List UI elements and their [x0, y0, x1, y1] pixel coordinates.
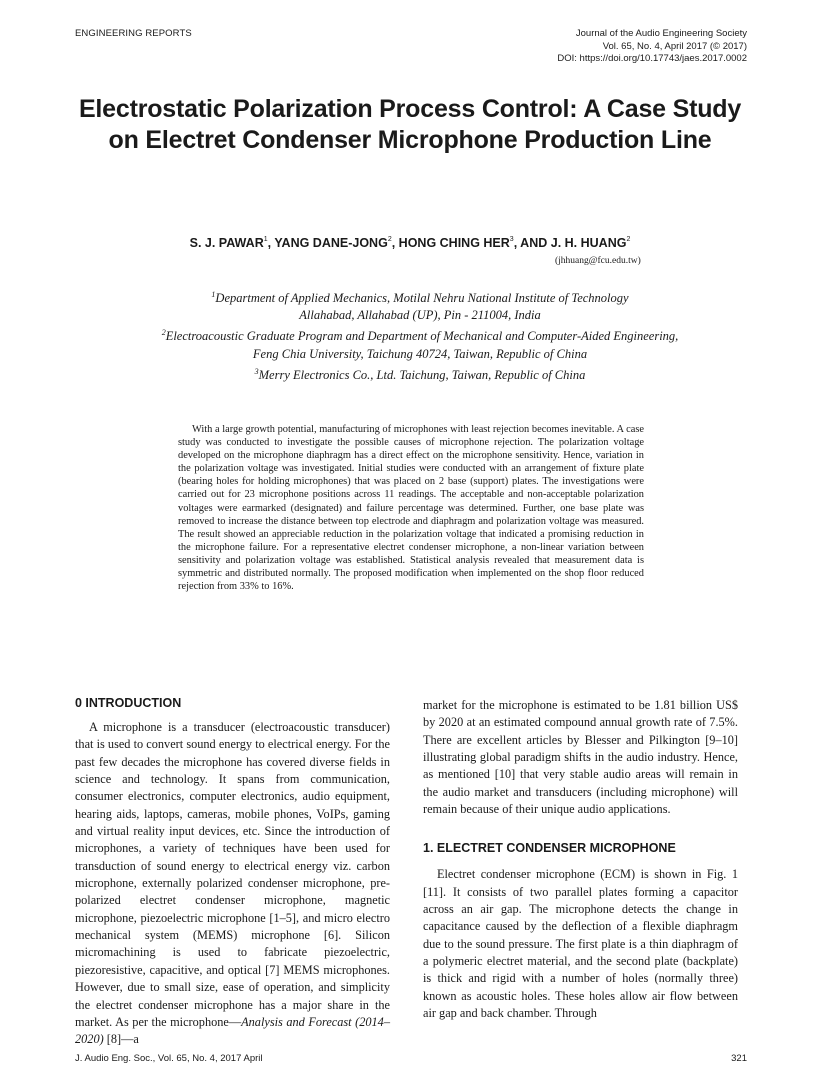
paragraph-text: A microphone is a transducer (electroacoustic transducer) that is used to convert sound energy to electrical energy. For the past few decades the microphone has covered diverse fields in science and technology. It spans from communication, consumer electronics, computer electronics, audio equipment, hearing aids, laptops, cameras, mobile phones, VoIPs, gaming and virtual reality input devices, etc. Since the introduction of microphones, a variety of techniques have been used for transduction of sound energy to electrical energy viz. carbon microphone, externally polarized condenser microphone, pre-polarized electret condenser microphone, magnetic microphone, piezoelectric microphone [1–5], and micro electro mechanical system (MEMS) microphone [6]. Silicon micromachining is used to fabricate piezoelectric, piezoresistive, capacitive, and optical [7] MEMS microphones. However, due to small size, ease of operation, and simplicity the electret condenser microphone has a major share in the market. As per the microphone— — [75, 720, 390, 1029]
affiliation-sup: 1 — [211, 290, 216, 299]
author-sup: 2 — [626, 236, 631, 243]
author: HONG CHING HER — [398, 236, 510, 250]
introduction-paragraph — [75, 719, 390, 1049]
introduction-paragraph-continued: market for the microphone is estimated to be 1.81 billion US$ by 2020 at an estimated compound annual growth rate of 7.5%. There are excellent articles by Blesser and Pilkington [9–10] illustrating global paradigm shifts in the audio industry. Hence, as mentioned [10] that very stable audio areas will remain in the audio market and transducers (including microphone) will remain because of their unique audio applications. — [423, 698, 738, 817]
paragraph-text: [8]—a — [103, 1032, 139, 1047]
author-sup: 3 — [509, 236, 514, 243]
affiliation-text: Merry Electronics Co., Ltd. Taichung, Taiwan, Republic of China — [258, 367, 586, 382]
left-column — [75, 695, 390, 1049]
doi[interactable]: DOI: https://doi.org/10.17743/jaes.2017.0002 — [557, 53, 747, 64]
affiliation-text: Electroacoustic Graduate Program and Department of Mechanical and Computer-Aided Engineering, — [165, 329, 679, 344]
affiliations — [80, 286, 760, 384]
author-list — [60, 236, 760, 250]
affiliation-sup: 3 — [254, 366, 259, 376]
italic-citation: Analysis and Forecast (2014–2020) — [75, 1014, 390, 1047]
paper-title: Electrostatic Polarization Process Control: A Case Study on Electret Condenser Microphone Production Line — [78, 95, 742, 154]
introduction-heading: 0 INTRODUCTION — [75, 696, 182, 710]
author-email[interactable]: (jhhuang@fcu.edu.tw) — [555, 256, 641, 266]
journal-name: Journal of the Audio Engineering Society — [575, 28, 747, 39]
affiliation-3 — [80, 363, 760, 384]
section-1-paragraph: Electret condenser microphone (ECM) is shown in Fig. 1 [11]. It consists of two parallel plates forming a capacitor across an air gap. The microphone detects the change in capacitance caused by the deflection of a flexible diaphragm due to the sound pressure. The first plate is a thin diaphragm of a polymeric electret material, and the second plate (backplate) is thick and rigid with a number of holes (normally three) known as acoustic holes. These holes allow air flow between air gap and back chamber. Through — [423, 867, 738, 1021]
abstract: With a large growth potential, manufacturing of microphones with least rejection becomes inevitable. A case study was conducted to investigate the possible causes of microphone rejection. The polarization voltage developed on the microphone diaphragm has a direct effect on the microphone sensitivity. Hence, variation in the polarization voltage was investigated. Initial studies were conducted with an arrangement of fixture plate (bearing holes for holding microphones) that was placed on 2 base (support) plates. The investigations were carried out for 23 microphone positions across 11 readings. The acceptable and non-acceptable polarization voltages were earmarked (designated) and failure percentage was determined. Further, one base plate was removed to increase the distance between top electrode and diaphragm and polarization voltage was measured. The result showed an appreciable reduction in the polarization voltage that indicated a promising reduction in the microphone failure. For a representative electret condenser microphone, a non-linear variation between sensitivity and polarization voltage was established. Statistical analysis revealed that measurement data is symmetric and distributed normally. The proposed modification when implemented on the shop floor reduced rejection from 33% to 16%. — [178, 424, 644, 593]
author-separator: , — [267, 236, 275, 250]
journal-volume: Vol. 65, No. 4, April 2017 (© 2017) — [602, 40, 747, 52]
page-number: 321 — [731, 1053, 747, 1064]
affiliation-text: Department of Applied Mechanics, Motilal Nehru National Institute of Technology — [215, 291, 629, 305]
affiliation-1 — [80, 286, 760, 307]
author-sup: 2 — [387, 236, 392, 243]
affiliation-sup: 2 — [161, 328, 166, 338]
affiliation-2 — [80, 324, 760, 345]
section-label: ENGINEERING REPORTS — [75, 28, 192, 39]
author-separator: , — [391, 236, 399, 250]
author: J. H. HUANG — [550, 236, 627, 250]
affiliation-1-line2: Allahabad, Allahabad (UP), Pin - 211004, India — [299, 308, 541, 323]
section-1-heading: 1. ELECTRET CONDENSER MICROPHONE — [423, 841, 676, 856]
author-separator: , AND — [513, 236, 551, 250]
affiliation-2-line2: Feng Chia University, Taichung 40724, Taiwan, Republic of China — [252, 346, 588, 361]
author: S. J. PAWAR — [189, 236, 264, 250]
footer-citation: J. Audio Eng. Soc., Vol. 65, No. 4, 2017 April — [75, 1053, 263, 1064]
journal-info — [557, 28, 747, 66]
author-sup: 1 — [263, 236, 268, 243]
right-column — [423, 697, 738, 1023]
author: YANG DANE-JONG — [274, 236, 388, 250]
